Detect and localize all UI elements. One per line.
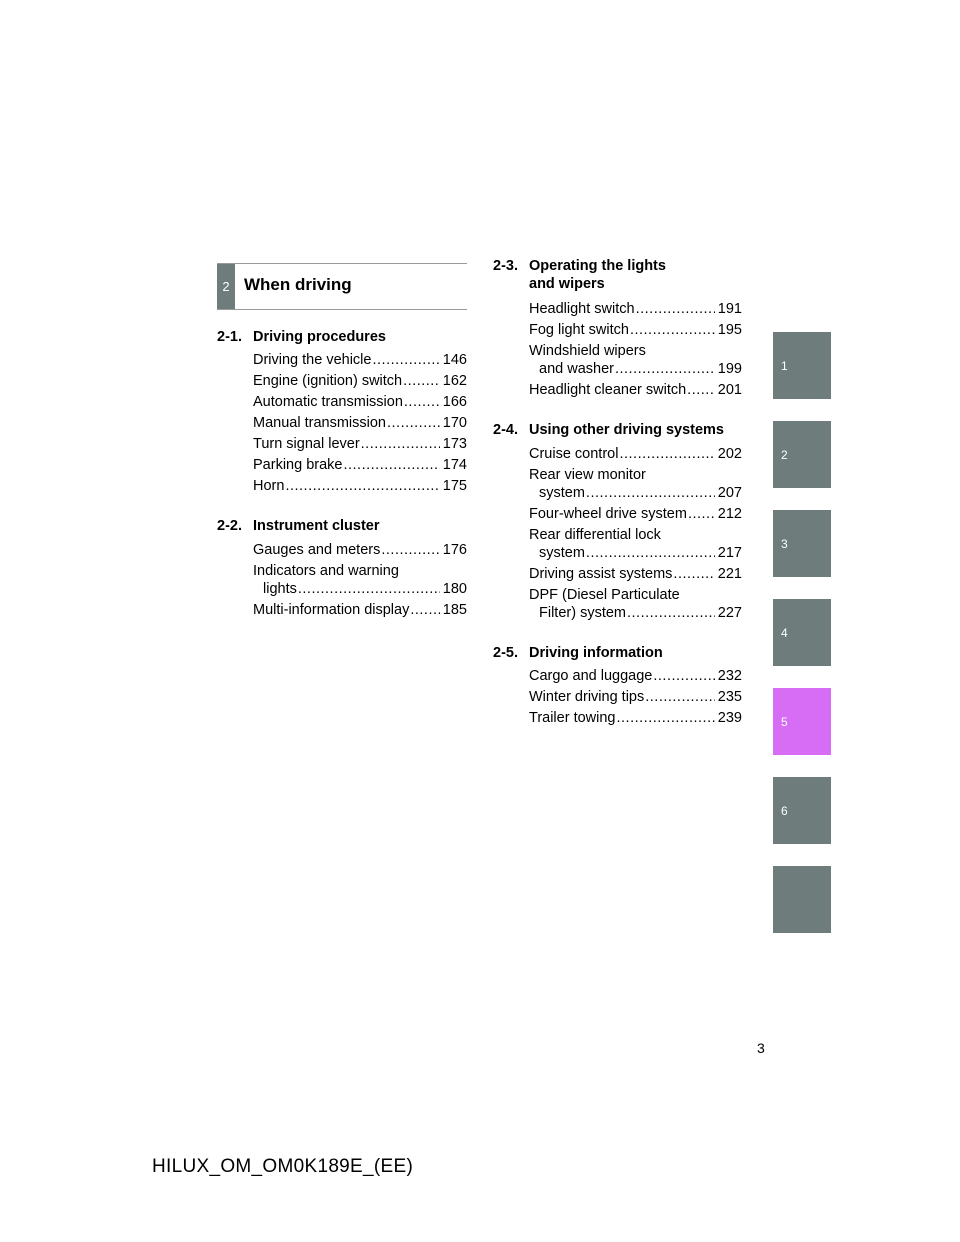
chapter-tab-3[interactable]: 3: [773, 510, 831, 577]
toc-entry[interactable]: Rear differential lock system ..... 217: [529, 526, 742, 562]
section-2-3-title: 2-3. Operating the lights and wipers: [493, 258, 666, 292]
toc-entry[interactable]: Gauges and meters ..... 176: [253, 541, 467, 559]
toc-entry[interactable]: Fog light switch ..... 195: [529, 321, 742, 339]
toc-entry[interactable]: Driving assist systems ..... 221: [529, 565, 742, 583]
toc-entry[interactable]: Parking brake ..... 174: [253, 456, 467, 474]
toc-entry[interactable]: Cruise control ..... 202: [529, 445, 742, 463]
section-2-1-title: 2-1. Driving procedures: [217, 329, 386, 345]
toc-entry[interactable]: Driving the vehicle ..... 146: [253, 351, 467, 369]
toc-entry[interactable]: Winter driving tips ..... 235: [529, 688, 742, 706]
toc-entry[interactable]: Windshield wipers and washer ..... 199: [529, 342, 742, 378]
section-2-4-list: [529, 445, 742, 622]
toc-entry[interactable]: Engine (ignition) switch ..... 162: [253, 372, 467, 390]
toc-entry[interactable]: Indicators and warning lights ..... 180: [253, 562, 467, 598]
toc-entry[interactable]: Manual transmission ..... 170: [253, 414, 467, 432]
section-2-5-title: 2-5. Driving information: [493, 645, 663, 661]
section-2-2-title: 2-2. Instrument cluster: [217, 518, 380, 534]
page-number: 3: [757, 1040, 765, 1056]
section-2-3-list: [529, 300, 742, 399]
toc-entry[interactable]: DPF (Diesel Particulate Filter) system ..... 227: [529, 586, 742, 622]
section-2-2-list: [253, 541, 467, 619]
chapter-tab-6[interactable]: 6: [773, 777, 831, 844]
chapter-title: When driving: [244, 275, 352, 294]
toc-entry[interactable]: Cargo and luggage ..... 232: [529, 667, 742, 685]
chapter-tab-5[interactable]: 5: [773, 688, 831, 755]
toc-entry[interactable]: Horn ..... 175: [253, 477, 467, 495]
section-2-1-list: [253, 351, 467, 495]
chapter-number-tab: 2: [217, 264, 235, 309]
toc-entry[interactable]: Turn signal lever ..... 173: [253, 435, 467, 453]
toc-entry[interactable]: Trailer towing ..... 239: [529, 709, 742, 727]
footer-code: HILUX_OM_OM0K189E_(EE): [152, 1156, 414, 1177]
chapter-tab-4[interactable]: 4: [773, 599, 831, 666]
section-2-4-title: 2-4. Using other driving systems: [493, 422, 724, 438]
toc-entry[interactable]: Headlight cleaner switch ..... 201: [529, 381, 742, 399]
chapter-header: [217, 263, 467, 310]
chapter-tab-index[interactable]: [773, 866, 831, 933]
chapter-tab-2[interactable]: 2: [773, 421, 831, 488]
toc-entry[interactable]: Headlight switch ..... 191: [529, 300, 742, 318]
toc-entry[interactable]: Rear view monitor system ..... 207: [529, 466, 742, 502]
section-2-5-list: [529, 667, 742, 727]
toc-entry[interactable]: Automatic transmission ..... 166: [253, 393, 467, 411]
toc-entry[interactable]: Multi-information display ..... 185: [253, 601, 467, 619]
toc-entry[interactable]: Four-wheel drive system ..... 212: [529, 505, 742, 523]
chapter-tab-1[interactable]: 1: [773, 332, 831, 399]
